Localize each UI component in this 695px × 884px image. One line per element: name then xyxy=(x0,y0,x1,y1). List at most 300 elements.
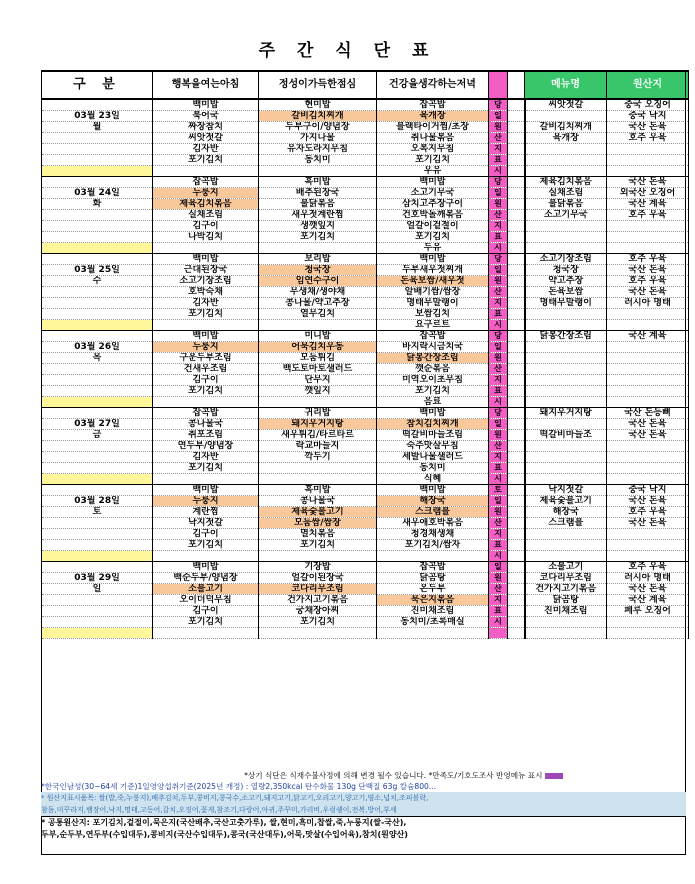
origin-value: 호주 우육 xyxy=(607,276,689,287)
origin-value xyxy=(607,166,689,177)
dinner-item: 포기김치 xyxy=(377,155,489,166)
table-row xyxy=(42,210,689,221)
side-marker: 산 xyxy=(489,518,508,529)
menu-name xyxy=(525,474,607,485)
dinner-item: 두유 xyxy=(377,243,489,254)
lunch-item: 깍두기 xyxy=(259,452,377,463)
side-marker: 원 xyxy=(489,199,508,210)
table-row xyxy=(42,342,689,353)
origin-value xyxy=(607,353,689,364)
table-row xyxy=(42,386,689,397)
dinner-item: 취나물볶음 xyxy=(377,133,489,144)
dinner-item: 보쌈김치 xyxy=(377,309,489,320)
breakfast-item xyxy=(153,474,259,485)
gap-cell xyxy=(508,287,525,298)
table-row xyxy=(42,430,689,441)
lunch-item: 포기김치 xyxy=(259,540,377,551)
table-row xyxy=(42,155,689,166)
gap-cell xyxy=(508,573,525,584)
dinner-item: 요구르트 xyxy=(377,320,489,331)
lunch-item: 무생채/생야채 xyxy=(259,287,377,298)
origin-value xyxy=(607,441,689,452)
origin-value xyxy=(607,463,689,474)
date-blank xyxy=(42,320,153,331)
side-marker: 표 xyxy=(489,386,508,397)
dinner-item: 새우애호박볶음 xyxy=(377,518,489,529)
breakfast-item: 백미밥 xyxy=(153,331,259,342)
gap-cell xyxy=(508,331,525,342)
side-marker: 시 xyxy=(489,617,508,628)
table-row xyxy=(42,485,689,496)
breakfast-item: 나박김치 xyxy=(153,232,259,243)
side-marker: 원 xyxy=(489,573,508,584)
side-marker xyxy=(489,628,508,639)
gap-cell xyxy=(508,540,525,551)
header-lunch: 정성이가득한점심 xyxy=(259,71,377,99)
gap-cell xyxy=(508,397,525,408)
side-marker: 지 xyxy=(489,595,508,606)
side-marker: 표 xyxy=(489,540,508,551)
lunch-item: 코다리무조림 xyxy=(259,584,377,595)
table-row xyxy=(42,441,689,452)
origin-value xyxy=(607,386,689,397)
origin-value xyxy=(607,375,689,386)
breakfast-item xyxy=(153,551,259,562)
menu-name: 육개장 xyxy=(525,133,607,144)
origin-value: 국산 돈육 xyxy=(607,496,689,507)
origin-value: 국산 돈등뼈 xyxy=(607,408,689,419)
dinner-item: 우유 xyxy=(377,166,489,177)
table-row xyxy=(42,408,689,419)
gap-cell xyxy=(508,496,525,507)
weekday-cell: 목 xyxy=(42,353,153,364)
breakfast-item: 김자반 xyxy=(153,144,259,155)
side-marker: 지 xyxy=(489,298,508,309)
dinner-item: 포기김치 xyxy=(377,232,489,243)
dinner-item: 소고기무국 xyxy=(377,188,489,199)
dinner-item: 백미밥 xyxy=(377,408,489,419)
menu-name xyxy=(525,221,607,232)
origin-value xyxy=(607,243,689,254)
header-breakfast: 행복을여는아침 xyxy=(153,71,259,99)
note-common-origin xyxy=(41,816,686,841)
breakfast-item: 포기김치 xyxy=(153,617,259,628)
table-row xyxy=(42,254,689,265)
table-row xyxy=(42,177,689,188)
breakfast-item: 실채조림 xyxy=(153,210,259,221)
breakfast-item: 김구이 xyxy=(153,606,259,617)
menu-name xyxy=(525,386,607,397)
date-blank xyxy=(42,518,153,529)
lunch-item xyxy=(259,474,377,485)
breakfast-item: 백순두부/양념장 xyxy=(153,573,259,584)
table-row xyxy=(42,540,689,551)
breakfast-item: 김자반 xyxy=(153,452,259,463)
date-blank xyxy=(42,364,153,375)
table-row xyxy=(42,507,689,518)
origin-value: 국산 돈육 xyxy=(607,584,689,595)
menu-name xyxy=(525,232,607,243)
date-blank xyxy=(42,144,153,155)
origin-value: 호주 우육 xyxy=(607,133,689,144)
side-marker: 원 xyxy=(489,507,508,518)
date-blank xyxy=(42,309,153,320)
table-row xyxy=(42,199,689,210)
date-cell: 03월 26일 xyxy=(42,342,153,353)
date-blank xyxy=(42,397,153,408)
origin-value: 국산 계육 xyxy=(607,595,689,606)
table-row xyxy=(42,474,689,485)
menu-name xyxy=(525,540,607,551)
breakfast-item: 오이더덕무침 xyxy=(153,595,259,606)
gap-cell xyxy=(508,99,525,111)
date-blank xyxy=(42,463,153,474)
gap-cell xyxy=(508,243,525,254)
dinner-item: 삼치고추장구이 xyxy=(377,199,489,210)
breakfast-item: 포기김치 xyxy=(153,155,259,166)
dinner-item: 진미채조림 xyxy=(377,606,489,617)
breakfast-item: 구운두부조림 xyxy=(153,353,259,364)
side-marker: 원 xyxy=(489,276,508,287)
menu-name xyxy=(525,617,607,628)
dinner-item xyxy=(377,628,489,639)
breakfast-item xyxy=(153,320,259,331)
note-common-origin-line1: * 공통원산지: 포기김치,겉절이,묵은지(국산배추,국산고춧가루), 쌀,현미,흑미,찹쌀,죽,누룽지(쌀-국산), xyxy=(41,818,407,827)
origin-value: 국산 돈육 xyxy=(607,265,689,276)
lunch-item: 새우튀김/타르타르 xyxy=(259,430,377,441)
gap-cell xyxy=(508,617,525,628)
gap-cell xyxy=(508,309,525,320)
weekday-cell: 수 xyxy=(42,276,153,287)
breakfast-item: 김구이 xyxy=(153,375,259,386)
breakfast-item: 백미밥 xyxy=(153,254,259,265)
lunch-item xyxy=(259,320,377,331)
gap-cell xyxy=(508,342,525,353)
table-row xyxy=(42,111,689,122)
table-row xyxy=(42,320,689,331)
origin-value xyxy=(607,474,689,485)
date-blank xyxy=(42,485,153,496)
side-marker: 시 xyxy=(489,551,508,562)
menu-name xyxy=(525,375,607,386)
dinner-item: 백미밥 xyxy=(377,254,489,265)
breakfast-item xyxy=(153,243,259,254)
date-blank xyxy=(42,617,153,628)
dinner-item: 온두부 xyxy=(377,584,489,595)
dinner-item: 동치미/초록매실 xyxy=(377,617,489,628)
origin-value xyxy=(607,364,689,375)
side-marker: 일 xyxy=(489,188,508,199)
menu-name: 떡갈비마늘조 xyxy=(525,430,607,441)
gap-cell xyxy=(508,485,525,496)
side-marker: 지 xyxy=(489,452,508,463)
dinner-item: 잡곡밥 xyxy=(377,331,489,342)
table-row xyxy=(42,364,689,375)
side-marker: 표 xyxy=(489,155,508,166)
origin-value xyxy=(607,221,689,232)
date-cell: 03월 24일 xyxy=(42,188,153,199)
gap-cell xyxy=(508,463,525,474)
lunch-item: 기장밥 xyxy=(259,562,377,573)
lunch-item: 단무지 xyxy=(259,375,377,386)
menu-name: 청국장 xyxy=(525,265,607,276)
origin-value: 국산 돈육 xyxy=(607,518,689,529)
origin-value xyxy=(607,628,689,639)
side-marker: 지 xyxy=(489,375,508,386)
lunch-item: 미니밥 xyxy=(259,331,377,342)
date-blank xyxy=(42,386,153,397)
origin-value xyxy=(607,309,689,320)
date-blank xyxy=(42,375,153,386)
breakfast-item: 취포조림 xyxy=(153,430,259,441)
menu-name xyxy=(525,364,607,375)
table-row xyxy=(42,331,689,342)
origin-value: 국산 돈육 xyxy=(607,430,689,441)
side-marker: 당 xyxy=(489,254,508,265)
breakfast-item: 김구이 xyxy=(153,221,259,232)
gap-cell xyxy=(508,122,525,133)
lunch-item: 깻잎지 xyxy=(259,386,377,397)
menu-name: 돈육보쌈 xyxy=(525,287,607,298)
date-blank xyxy=(42,287,153,298)
weekday-cell: 월 xyxy=(42,122,153,133)
side-marker: 시 xyxy=(489,474,508,485)
table-row xyxy=(42,397,689,408)
menu-name xyxy=(525,144,607,155)
gap-cell xyxy=(508,595,525,606)
date-blank xyxy=(42,232,153,243)
gap-cell xyxy=(508,111,525,122)
lunch-item: 유자도라지무침 xyxy=(259,144,377,155)
date-blank xyxy=(42,243,153,254)
lunch-item: 갈비김치찌개 xyxy=(259,111,377,122)
lunch-item: 건가지고기볶음 xyxy=(259,595,377,606)
side-marker: 당 xyxy=(489,99,508,111)
note-change-text: *상기 식단은 식재수불사정에 의해 변경 될수 있습니다. *만족도/기호도조사 반영메뉴 표시 xyxy=(244,771,543,780)
lunch-item xyxy=(259,166,377,177)
gap-cell xyxy=(508,408,525,419)
gap-cell xyxy=(508,320,525,331)
menu-name: 갈비김치찌개 xyxy=(525,122,607,133)
weekday-cell: 토 xyxy=(42,507,153,518)
side-marker: 일 xyxy=(489,265,508,276)
origin-value: 국산 계육 xyxy=(607,331,689,342)
breakfast-item xyxy=(153,397,259,408)
origin-value: 중국 낙지 xyxy=(607,111,689,122)
gap-cell xyxy=(508,628,525,639)
table-row xyxy=(42,452,689,463)
menu-name: 소불고기 xyxy=(525,562,607,573)
breakfast-item: 계란찜 xyxy=(153,507,259,518)
note-nutrition: *한국인남성(30~64세 기준)1일영양섭취기준(2025년 개정) : 열량2,350kcal 탄수화물 130g 단백질 63g 칼슘800... xyxy=(41,782,437,791)
origin-value xyxy=(607,320,689,331)
lunch-item: 열무김치 xyxy=(259,309,377,320)
dinner-item: 블랙타이거찜/초장 xyxy=(377,122,489,133)
gap-cell xyxy=(508,298,525,309)
table-row xyxy=(42,287,689,298)
breakfast-item: 포기김치 xyxy=(153,386,259,397)
table-row xyxy=(42,573,689,584)
date-cell: 03월 27일 xyxy=(42,419,153,430)
table-row xyxy=(42,298,689,309)
side-marker: 일 xyxy=(489,419,508,430)
menu-name xyxy=(525,155,607,166)
side-marker: 일 xyxy=(489,496,508,507)
breakfast-item: 제육김치볶음 xyxy=(153,199,259,210)
gap-cell xyxy=(508,144,525,155)
breakfast-item: 김구이 xyxy=(153,529,259,540)
table-row xyxy=(42,584,689,595)
table-row xyxy=(42,419,689,430)
breakfast-item: 호박숙채 xyxy=(153,287,259,298)
side-marker: 산 xyxy=(489,584,508,595)
date-blank xyxy=(42,540,153,551)
table-row xyxy=(42,99,689,111)
header-gap xyxy=(508,71,525,99)
origin-value: 러시아 명태 xyxy=(607,298,689,309)
side-marker: 표 xyxy=(489,232,508,243)
breakfast-item: 소고기장조림 xyxy=(153,276,259,287)
side-marker: 산 xyxy=(489,441,508,452)
date-blank xyxy=(42,452,153,463)
lunch-item: 흑미밥 xyxy=(259,177,377,188)
menu-name: 돼지우거지탕 xyxy=(525,408,607,419)
lunch-item: 두부구이/양념장 xyxy=(259,122,377,133)
lunch-item: 어묵김치우동 xyxy=(259,342,377,353)
menu-name: 닭곰탕 xyxy=(525,595,607,606)
origin-value: 러시아 명태 xyxy=(607,573,689,584)
menu-name: 닭봉간장조림 xyxy=(525,331,607,342)
table-row xyxy=(42,221,689,232)
menu-name: 명태무말랭이 xyxy=(525,298,607,309)
gap-cell xyxy=(508,210,525,221)
table-row xyxy=(42,353,689,364)
lunch-item: 배추된장국 xyxy=(259,188,377,199)
dinner-item: 동치미 xyxy=(377,463,489,474)
table-row xyxy=(42,595,689,606)
gap-cell xyxy=(508,155,525,166)
table-row xyxy=(42,276,689,287)
dinner-item: 바지락시금치국 xyxy=(377,342,489,353)
origin-value: 국산 계육 xyxy=(607,199,689,210)
breakfast-item: 누룽지 xyxy=(153,496,259,507)
dinner-item: 잡곡밥 xyxy=(377,99,489,111)
table-row xyxy=(42,133,689,144)
date-blank xyxy=(42,221,153,232)
lunch-item xyxy=(259,628,377,639)
lunch-item: 돼지우거지탕 xyxy=(259,419,377,430)
side-marker: 산 xyxy=(489,287,508,298)
gap-cell xyxy=(508,353,525,364)
gap-cell xyxy=(508,375,525,386)
gap-cell xyxy=(508,507,525,518)
gap-cell xyxy=(508,188,525,199)
table-row xyxy=(42,463,689,474)
origin-value xyxy=(607,232,689,243)
origin-value xyxy=(607,617,689,628)
breakfast-item: 백미밥 xyxy=(153,485,259,496)
breakfast-item xyxy=(153,166,259,177)
side-marker: 표 xyxy=(489,309,508,320)
gap-cell xyxy=(508,529,525,540)
menu-name xyxy=(525,166,607,177)
date-blank xyxy=(42,331,153,342)
date-blank xyxy=(42,99,153,111)
gap-cell xyxy=(508,199,525,210)
date-blank xyxy=(42,628,153,639)
lunch-item: 생깻잎지 xyxy=(259,221,377,232)
side-marker: 당 xyxy=(489,177,508,188)
breakfast-item: 낙지젓갈 xyxy=(153,518,259,529)
date-blank xyxy=(42,474,153,485)
gap-cell xyxy=(508,254,525,265)
dinner-item: 스크램블 xyxy=(377,507,489,518)
date-blank xyxy=(42,166,153,177)
origin-value xyxy=(607,397,689,408)
preference-swatch xyxy=(545,773,563,779)
menu-name xyxy=(525,397,607,408)
dinner-item: 육개장 xyxy=(377,111,489,122)
side-marker: 시 xyxy=(489,397,508,408)
date-blank xyxy=(42,177,153,188)
menu-name xyxy=(525,243,607,254)
side-marker: 일 xyxy=(489,562,508,573)
breakfast-item: 누룽지 xyxy=(153,342,259,353)
menu-name: 소고기무국 xyxy=(525,210,607,221)
origin-value xyxy=(607,452,689,463)
origin-value xyxy=(607,144,689,155)
dinner-item: 깻순볶음 xyxy=(377,364,489,375)
dinner-item: 오복지무침 xyxy=(377,144,489,155)
footnotes xyxy=(41,770,686,841)
side-marker: 일 xyxy=(489,342,508,353)
breakfast-item: 북어국 xyxy=(153,111,259,122)
date-cell: 03월 29일 xyxy=(42,573,153,584)
page-title: 주 간 식 단 표 xyxy=(258,41,437,61)
table-row xyxy=(42,243,689,254)
breakfast-item: 백미밥 xyxy=(153,562,259,573)
header-gubun: 구 분 xyxy=(42,71,153,99)
table-row xyxy=(42,309,689,320)
origin-value: 호주 우육 xyxy=(607,254,689,265)
origin-value: 중국 오징어 xyxy=(607,99,689,111)
side-marker: 시 xyxy=(489,166,508,177)
weekday-cell: 일 xyxy=(42,584,153,595)
table-row xyxy=(42,562,689,573)
dinner-item: 떡갈비마늘조림 xyxy=(377,430,489,441)
gap-cell xyxy=(508,551,525,562)
date-blank xyxy=(42,408,153,419)
table-row xyxy=(42,496,689,507)
breakfast-item: 짜장참치 xyxy=(153,122,259,133)
table-row xyxy=(42,232,689,243)
note-origin-items xyxy=(41,792,686,816)
date-blank xyxy=(42,254,153,265)
lunch-item: 얼갈이된장국 xyxy=(259,573,377,584)
dinner-item: 닭봉간장조림 xyxy=(377,353,489,364)
breakfast-item: 포기김치 xyxy=(153,463,259,474)
origin-value xyxy=(607,540,689,551)
gap-cell xyxy=(508,265,525,276)
lunch-item xyxy=(259,243,377,254)
dinner-item: 미역오이초무침 xyxy=(377,375,489,386)
lunch-item: 가지나물 xyxy=(259,133,377,144)
dinner-item: 닭곰탕 xyxy=(377,573,489,584)
menu-name xyxy=(525,529,607,540)
lunch-item: 새우젓계란찜 xyxy=(259,210,377,221)
header-dinner: 건강을생각하는저녁 xyxy=(377,71,489,99)
dinner-item: 포기김치 xyxy=(377,386,489,397)
